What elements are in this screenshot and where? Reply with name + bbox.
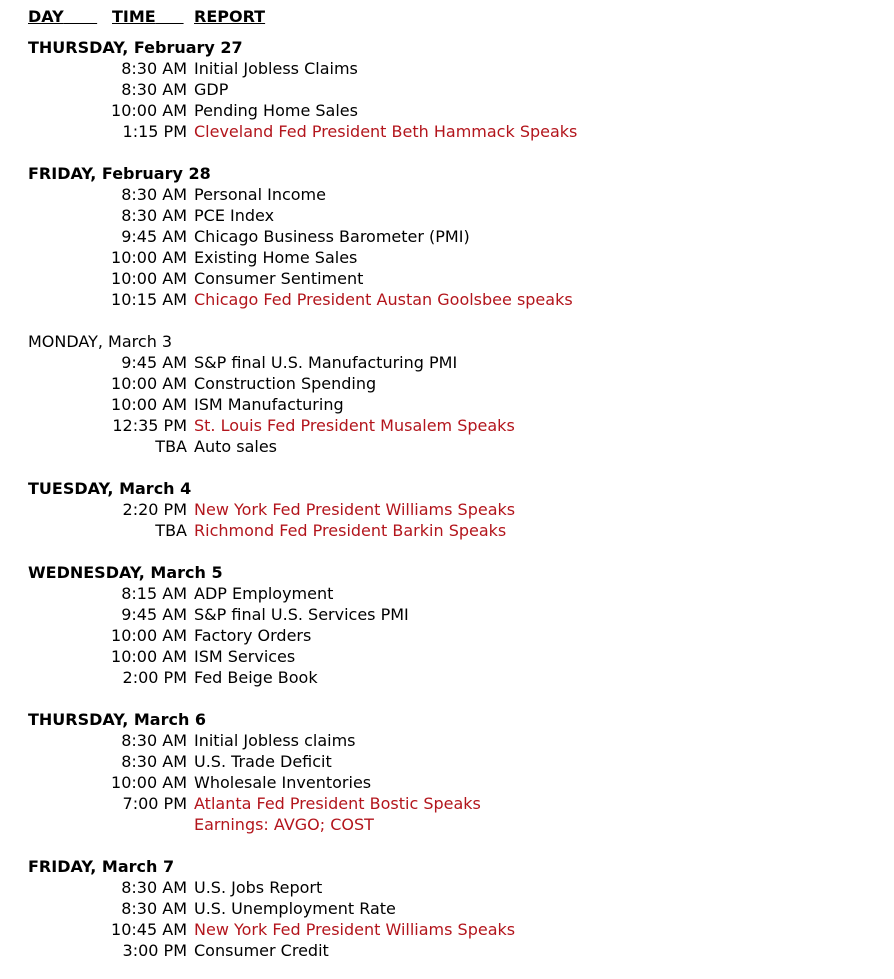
event-row [28,604,878,625]
event-row [28,289,878,310]
event-report: Initial Jobless Claims [194,59,358,78]
event-row [28,772,878,793]
day-section [28,478,878,541]
column-header-time: TIME [112,7,156,26]
event-time: 8:30 AM [121,80,187,99]
economic-calendar [28,6,878,961]
event-time: 7:00 PM [122,794,187,813]
day-section [28,562,878,688]
event-time: 10:00 AM [111,395,187,414]
day-title: FRIDAY, March 7 [28,857,175,876]
event-row [28,79,878,100]
event-row [28,730,878,751]
event-time: 12:35 PM [112,416,187,435]
day-title: FRIDAY, February 28 [28,164,211,183]
fed-event-report: Cleveland Fed President Beth Hammack Speaks [194,122,578,141]
event-report: Factory Orders [194,626,312,645]
event-time: 10:15 AM [111,290,187,309]
column-header-report: REPORT [194,7,266,26]
fed-event-report: Richmond Fed President Barkin Speaks [194,521,507,540]
event-report: Auto sales [194,437,277,456]
day-title: WEDNESDAY, March 5 [28,563,223,582]
event-report: Initial Jobless claims [194,731,356,750]
event-row [28,394,878,415]
event-time: 3:00 PM [122,941,187,960]
fed-event-report: Earnings: AVGO; COST [194,815,374,834]
event-row [28,373,878,394]
fed-event-report: St. Louis Fed President Musalem Speaks [194,416,515,435]
event-row [28,898,878,919]
day-section [28,331,878,457]
day-section [28,37,878,142]
event-time: 2:00 PM [122,668,187,687]
event-report: S&P final U.S. Services PMI [194,605,409,624]
event-report: S&P final U.S. Manufacturing PMI [194,353,458,372]
event-report: Personal Income [194,185,326,204]
fed-event-report: New York Fed President Williams Speaks [194,500,516,519]
event-time: 1:15 PM [122,122,187,141]
event-row [28,646,878,667]
event-time: 8:30 AM [121,59,187,78]
day-section [28,709,878,835]
event-time: 9:45 AM [121,227,187,246]
event-report: Fed Beige Book [194,668,318,687]
fed-event-report: Chicago Fed President Austan Goolsbee speaks [194,290,573,309]
event-report: Consumer Credit [194,941,329,960]
event-row [28,499,878,520]
event-time: 8:30 AM [121,185,187,204]
day-title: THURSDAY, March 6 [28,710,207,729]
column-header-day: DAY [28,7,64,26]
event-report: Consumer Sentiment [194,269,364,288]
event-report: Existing Home Sales [194,248,358,267]
event-time: 10:00 AM [111,773,187,792]
event-time: 10:00 AM [111,626,187,645]
event-report: U.S. Unemployment Rate [194,899,396,918]
event-time: TBA [155,437,187,456]
event-report: ISM Manufacturing [194,395,344,414]
event-row [28,58,878,79]
event-time: 10:00 AM [111,248,187,267]
event-time: 8:15 AM [121,584,187,603]
event-time: 8:30 AM [121,878,187,897]
event-time: 8:30 AM [121,899,187,918]
event-row [28,814,878,835]
event-row [28,247,878,268]
event-row [28,205,878,226]
event-time: 9:45 AM [121,353,187,372]
event-time: 8:30 AM [121,206,187,225]
day-section [28,163,878,310]
event-row [28,352,878,373]
event-time: 8:30 AM [121,752,187,771]
event-row [28,415,878,436]
event-row [28,436,878,457]
event-report: ISM Services [194,647,296,666]
event-time: 10:00 AM [111,269,187,288]
event-time: 8:30 AM [121,731,187,750]
event-row [28,184,878,205]
event-row [28,625,878,646]
event-row [28,793,878,814]
fed-event-report: Atlanta Fed President Bostic Speaks [194,794,481,813]
event-report: GDP [194,80,229,99]
event-time: TBA [155,521,187,540]
event-time: 10:00 AM [111,647,187,666]
event-time: 10:45 AM [111,920,187,939]
event-report: PCE Index [194,206,275,225]
fed-event-report: New York Fed President Williams Speaks [194,920,516,939]
event-time: 10:00 AM [111,101,187,120]
event-time: 10:00 AM [111,374,187,393]
event-row [28,268,878,289]
day-section [28,856,878,961]
day-title: TUESDAY, March 4 [28,479,192,498]
day-title: MONDAY, March 3 [28,332,173,351]
event-time: 9:45 AM [121,605,187,624]
event-row [28,100,878,121]
event-report: Chicago Business Barometer (PMI) [194,227,470,246]
day-title: THURSDAY, February 27 [28,38,243,57]
event-report: ADP Employment [194,584,334,603]
event-report: U.S. Trade Deficit [194,752,332,771]
event-row [28,751,878,772]
column-header-row [28,6,878,27]
event-time: 2:20 PM [122,500,187,519]
event-report: U.S. Jobs Report [194,878,323,897]
event-row [28,877,878,898]
event-report: Pending Home Sales [194,101,358,120]
event-row [28,940,878,961]
event-report: Wholesale Inventories [194,773,372,792]
event-row [28,520,878,541]
event-row [28,121,878,142]
event-row [28,226,878,247]
event-row [28,667,878,688]
day-list [28,37,878,961]
event-row [28,919,878,940]
event-report: Construction Spending [194,374,377,393]
event-row [28,583,878,604]
